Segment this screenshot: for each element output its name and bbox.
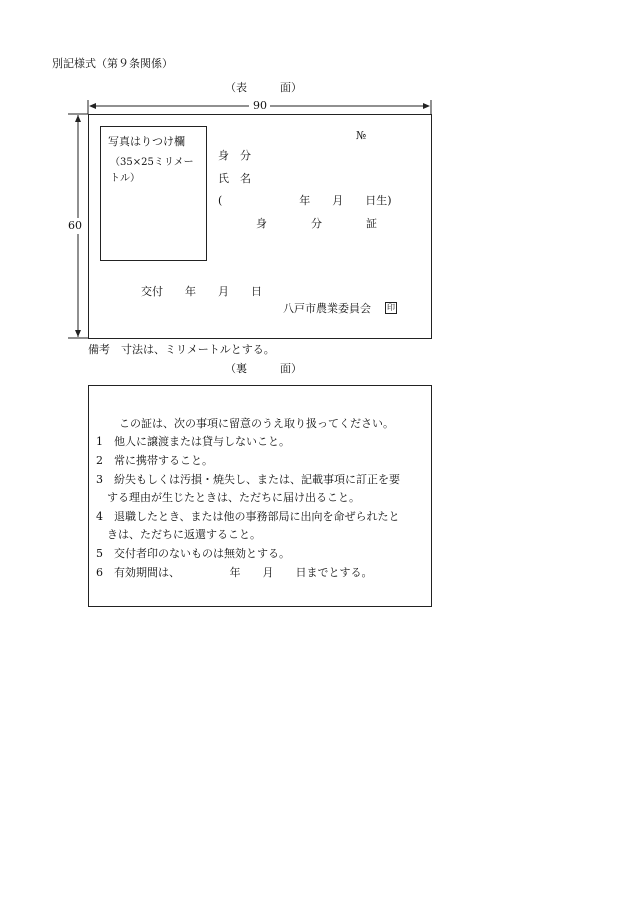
photo-size-note: （35×25ミリメー (110, 157, 194, 168)
issue-date-line: 交付 年 月 日 (141, 285, 262, 298)
list-item: 1 他人に譲渡または貸与しないこと。 (96, 435, 290, 448)
card-number-label: № (356, 129, 367, 142)
seal-mark: 印 (387, 303, 395, 312)
card-front (88, 114, 432, 339)
list-item: 4 退職したとき、または他の事務部局に出向を命ぜられたと (96, 510, 400, 523)
list-item: 6 有効期間は、 年 月 日までとする。 (96, 566, 373, 579)
issuer-name: 八戸市農業委員会 (283, 302, 371, 315)
status-label: 身 分 (218, 149, 251, 162)
list-item: 5 交付者印のないものは無効とする。 (96, 547, 290, 560)
form-reference: 別記様式（第９条関係） (52, 57, 173, 70)
back-intro: この証は、次の事項に留意のうえ取り扱ってください。 (119, 417, 394, 430)
list-item: 3 紛失もしくは汚損・焼失し、または、記載事項に訂正を要 (96, 473, 400, 486)
back-side-label: （裏 面） (225, 362, 302, 375)
list-item: 2 常に携帯すること。 (96, 454, 213, 467)
name-label: 氏 名 (218, 172, 251, 185)
photo-box (100, 126, 207, 261)
height-dimension-label: 60 (68, 219, 82, 232)
photo-box-title: 写真はりつけ欄 (108, 135, 185, 148)
list-item: する理由が生じたときは、ただちに届け出ること。 (96, 491, 360, 504)
card-title: 身 分 証 (256, 217, 377, 230)
birth-date-line: ( 年 月 日生) (218, 194, 392, 207)
card-back (88, 385, 432, 607)
width-dimension-label: 90 (253, 99, 267, 112)
list-item: きは、ただちに返還すること。 (96, 528, 261, 541)
dimension-note: 備考 寸法は、ミリメートルとする。 (88, 343, 275, 356)
photo-size-note-cont: トル） (110, 173, 140, 184)
front-side-label: （表 面） (225, 81, 302, 94)
